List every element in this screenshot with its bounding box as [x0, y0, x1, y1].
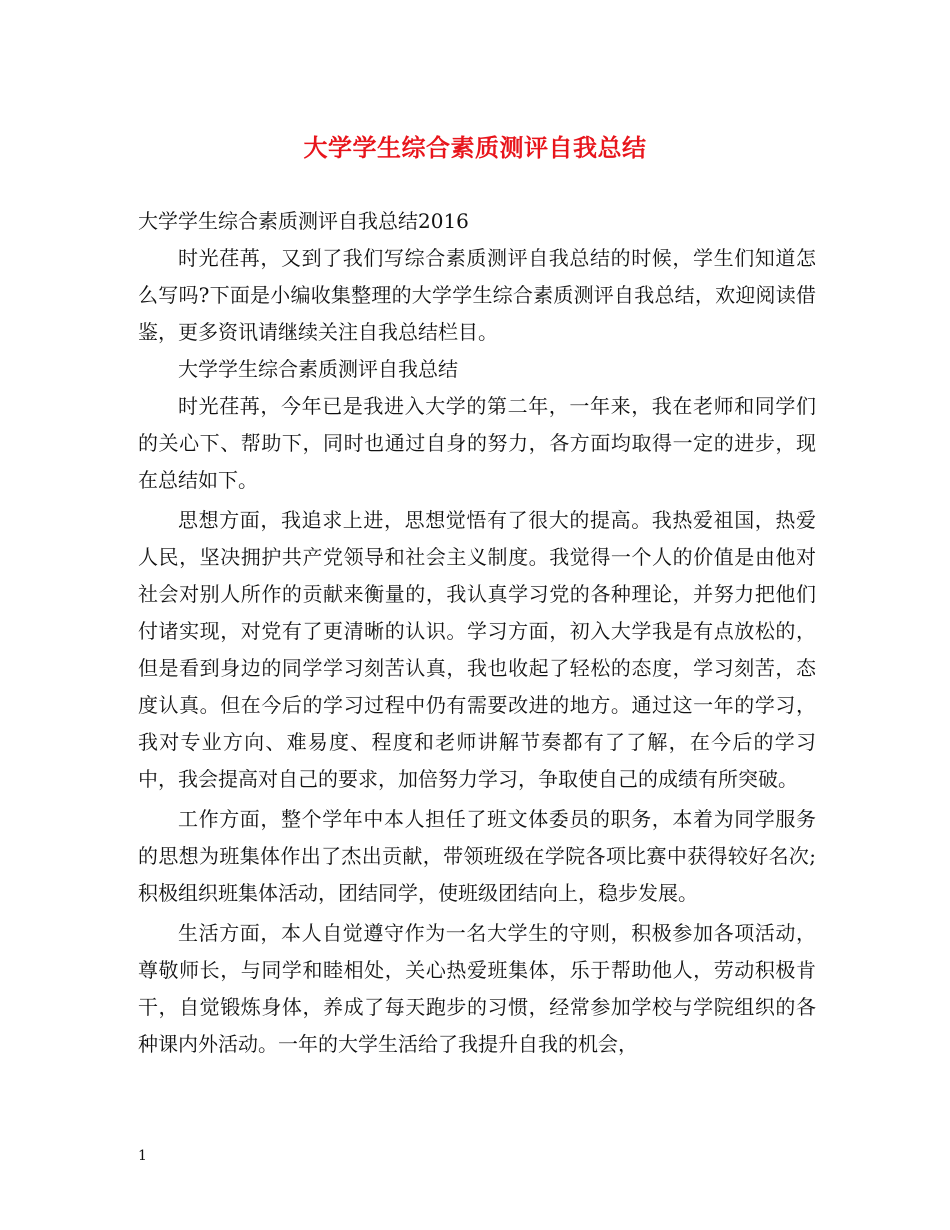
section-heading-paragraph: 大学学生综合素质测评自我总结: [178, 357, 458, 381]
opening-paragraph: 时光荏苒，今年已是我进入大学的第二年，一年来，我在老师和同学们的关心下、帮助下，同时也通过自身的努力，各方面均取得一定的进步，现在总结如下。: [138, 394, 816, 492]
intro-paragraph: 时光荏苒，又到了我们写综合素质测评自我总结的时候，学生们知道怎么写吗?下面是小编收集整理的大学学生综合素质测评自我总结，欢迎阅读借鉴，更多资讯请继续关注自我总结栏目。: [138, 246, 816, 344]
thought-study-paragraph: 思想方面，我追求上进，思想觉悟有了很大的提高。我热爱祖国，热爱人民，坚决拥护共产党领导和社会主义制度。我觉得一个人的价值是由他对社会对别人所作的贡献来衡量的，我认真学习党的各种理论，并努力把他们付诸实现，对党有了更清晰的认识。学习方面，初入大学我是有点放松的，但是看到身边的同学学习刻苦认真，我也收起了轻松的态度，学习刻苦，态度认真。但在今后的学习过程中仍有需要改进的地方。通过这一年的学习，我对专业方向、难易度、程度和老师讲解节奏都有了了解，在今后的学习中，我会提高对自己的要求，加倍努力学习，争取使自己的成绩有所突破。: [138, 508, 816, 791]
document-title: 大学学生综合素质测评自我总结: [303, 133, 647, 162]
subtitle-paragraph: 大学学生综合素质测评自我总结2016: [138, 209, 469, 233]
work-paragraph: 工作方面，整个学年中本人担任了班文体委员的职务，本着为同学服务的思想为班集体作出了杰出贡献，带领班级在学院各项比赛中获得较好名次;积极组织班集体活动，团结同学，使班级团结向上，稳步发展。: [138, 807, 816, 905]
document-body: [138, 203, 816, 1063]
life-paragraph: 生活方面，本人自觉遵守作为一名大学生的守则，积极参加各项活动，尊敬师长，与同学和睦相处，关心热爱班集体，乐于帮助他人，劳动积极肯干，自觉锻炼身体，养成了每天跑步的习惯，经常参加学校与学院组织的各种课内外活动。一年的大学生活给了我提升自我的机会，: [138, 921, 816, 1056]
page-number: 1: [138, 1148, 147, 1164]
